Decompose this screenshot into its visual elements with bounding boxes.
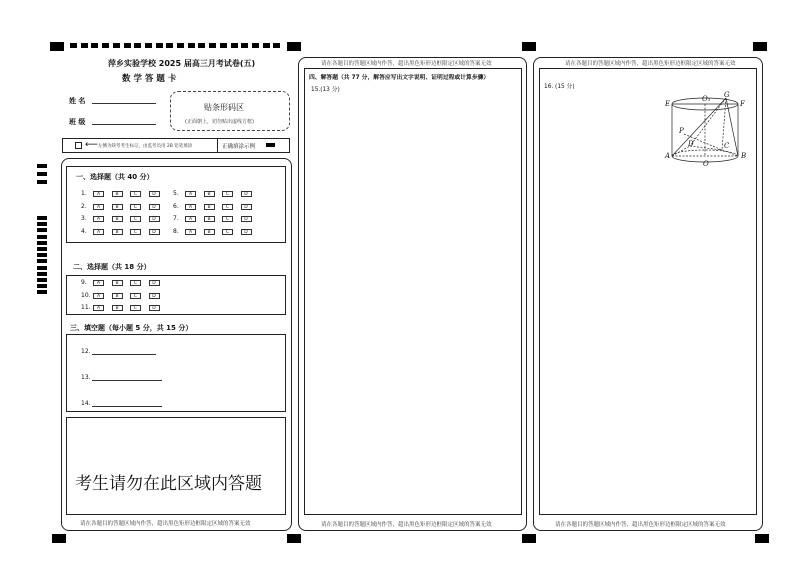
choice-bubble[interactable]: C: [130, 305, 141, 311]
solve-section-title: 四、解答题（共 77 分，解答应写出文字说明、证明过程或计算步骤）: [309, 75, 490, 81]
cylinder-figure: [660, 90, 760, 170]
label-E: E: [665, 100, 671, 108]
timing-mark: [113, 43, 120, 48]
side-timing-mark: [37, 284, 47, 288]
q15-label: 15.(13 分): [311, 87, 340, 93]
corner-mark-top-mid2: [522, 42, 536, 51]
label-A: A: [665, 152, 671, 160]
choice-bubble[interactable]: D: [149, 216, 160, 222]
label-P: P: [679, 127, 684, 135]
choice-bubble[interactable]: C: [222, 204, 233, 210]
q12-number: 12.: [81, 348, 91, 355]
choice-bubble[interactable]: C: [222, 229, 233, 235]
side-timing-mark: [37, 164, 47, 168]
question-number: 6.: [173, 202, 179, 210]
side-timing-mark: [37, 253, 47, 257]
question-number: 7.: [173, 215, 179, 222]
column-2-footer-notice: 请在各题目的答题区域内作答，超出黑色矩形边框限定区域的答案无效: [321, 522, 492, 528]
absent-row: [62, 138, 290, 153]
choice-bubble[interactable]: A: [185, 229, 196, 235]
column-3-header-notice: 请在各题目的答题区域内作答，超出黑色矩形边框限定区域的答案无效: [565, 61, 736, 67]
label-C: C: [724, 142, 730, 150]
choice-bubble[interactable]: B: [112, 280, 123, 286]
choice-bubble[interactable]: C: [130, 204, 141, 210]
answer-sheet-subtitle: 数 学 答 题 卡: [122, 74, 177, 84]
timing-mark: [177, 43, 184, 48]
choice-bubble[interactable]: D: [149, 191, 160, 197]
question-number: 11.: [81, 304, 91, 311]
class-label: 班 级: [69, 118, 86, 126]
q14-answer-line[interactable]: [92, 406, 162, 407]
question-number: 8.: [173, 227, 179, 235]
choice-bubble[interactable]: A: [185, 191, 196, 197]
column-1-footer-notice: 请在各题目的答题区域内作答，超出黑色矩形边框限定区域的答案无效: [80, 521, 251, 527]
choice-bubble[interactable]: B: [204, 204, 215, 210]
timing-mark: [273, 43, 280, 48]
choice-bubble[interactable]: A: [93, 191, 104, 197]
choice-bubble[interactable]: D: [241, 204, 252, 210]
choice-bubble[interactable]: A: [93, 305, 104, 311]
side-timing-mark: [37, 235, 47, 239]
mc1-title: 一、选择题（共 40 分）: [76, 173, 154, 181]
corner-mark-top-mid: [287, 42, 301, 51]
timing-mark: [209, 43, 216, 48]
school-title: 萍乡实验学校 2025 届高三月考试卷(五): [108, 59, 256, 68]
name-field[interactable]: [92, 103, 156, 104]
q15-answer-area[interactable]: [304, 68, 522, 515]
q12-answer-line[interactable]: [92, 354, 156, 355]
question-number: 3.: [81, 215, 87, 222]
barcode-area: [170, 91, 290, 131]
question-number: 2.: [81, 202, 87, 210]
label-D: D: [688, 140, 694, 148]
choice-bubble[interactable]: D: [241, 229, 252, 235]
choice-bubble[interactable]: B: [204, 191, 215, 197]
name-label: 姓 名: [69, 97, 86, 105]
choice-bubble[interactable]: B: [204, 216, 215, 222]
q16-label: 16. (15 分): [544, 84, 575, 90]
barcode-note: (正面朝上，切勿贴出虚线方框): [185, 119, 254, 125]
question-number: 10.: [81, 291, 91, 299]
choice-bubble[interactable]: C: [130, 293, 141, 299]
fill-title: 三、填空题（每小题 5 分，共 15 分）: [70, 324, 193, 332]
choice-bubble[interactable]: D: [241, 191, 252, 197]
timing-mark: [198, 43, 205, 48]
arrow-left-icon: ⟵: [85, 140, 98, 150]
label-O1: O₁: [702, 95, 711, 103]
choice-bubble[interactable]: C: [222, 216, 233, 222]
choice-bubble[interactable]: A: [185, 216, 196, 222]
label-F: F: [740, 100, 745, 108]
choice-bubble[interactable]: A: [93, 216, 104, 222]
side-timing-mark: [37, 228, 47, 232]
class-field[interactable]: [92, 124, 156, 125]
timing-mark: [166, 43, 173, 48]
question-number: 5.: [173, 190, 179, 197]
choice-bubble[interactable]: C: [222, 191, 233, 197]
q13-number: 13.: [81, 374, 91, 381]
choice-bubble[interactable]: B: [204, 229, 215, 235]
corner-mark-bottom-mid: [287, 534, 301, 543]
barcode-title: 贴条形码区: [204, 103, 244, 112]
choice-bubble[interactable]: B: [112, 293, 123, 299]
absent-note: 左侧为缺考考生标记，由监考员用 2B 铅笔填涂: [98, 144, 193, 149]
side-timing-mark: [37, 180, 47, 184]
choice-bubble[interactable]: B: [112, 229, 123, 235]
timing-mark: [220, 43, 227, 48]
fill-box: [66, 334, 286, 412]
choice-bubble[interactable]: A: [93, 204, 104, 210]
fill-example-mark: [266, 143, 275, 147]
choice-bubble[interactable]: B: [112, 191, 123, 197]
timing-mark: [188, 43, 195, 48]
no-answer-zone-text: 考生请勿在此区域内答题: [75, 474, 262, 494]
choice-bubble[interactable]: A: [93, 280, 104, 286]
choice-bubble[interactable]: D: [149, 229, 160, 235]
absent-checkbox[interactable]: [75, 142, 82, 149]
question-number: 4.: [81, 227, 87, 235]
timing-mark: [156, 43, 163, 48]
no-answer-zone: [66, 417, 286, 515]
choice-bubble[interactable]: D: [149, 204, 160, 210]
q13-answer-line[interactable]: [92, 380, 162, 381]
label-B: B: [741, 152, 747, 160]
mc2-title: 二、选择题（共 18 分）: [73, 263, 151, 271]
choice-bubble[interactable]: C: [130, 229, 141, 235]
question-number: 9.: [81, 279, 87, 286]
timing-mark: [124, 43, 131, 48]
choice-bubble[interactable]: A: [185, 204, 196, 210]
label-G: G: [724, 91, 730, 99]
timing-mark: [91, 43, 98, 48]
choice-bubble[interactable]: D: [149, 305, 160, 311]
choice-bubble[interactable]: B: [112, 305, 123, 311]
choice-bubble[interactable]: A: [93, 229, 104, 235]
side-timing-mark: [37, 259, 47, 263]
column-3-footer-notice: 请在各题目的答题区域内作答，超出黑色矩形边框限定区域的答案无效: [555, 522, 726, 528]
timing-mark: [134, 43, 141, 48]
corner-mark-top-left: [50, 42, 64, 51]
side-timing-mark: [37, 172, 47, 176]
side-timing-mark: [37, 222, 47, 226]
side-timing-mark: [37, 272, 47, 276]
side-timing-mark: [37, 216, 47, 220]
corner-mark-bottom-right: [755, 534, 769, 543]
timing-mark: [145, 43, 152, 48]
q14-number: 14.: [81, 400, 91, 407]
timing-mark: [231, 43, 238, 48]
label-O: O: [703, 160, 709, 168]
side-timing-mark: [37, 290, 47, 294]
choice-bubble[interactable]: A: [93, 293, 104, 299]
timing-mark: [252, 43, 259, 48]
timing-mark: [263, 43, 270, 48]
timing-mark: [241, 43, 248, 48]
choice-bubble[interactable]: D: [149, 293, 160, 299]
choice-bubble[interactable]: B: [112, 204, 123, 210]
corner-mark-top-right: [753, 42, 767, 51]
fill-example-label: 正确填涂示例: [222, 144, 256, 150]
corner-mark-bottom-mid2: [522, 534, 536, 543]
choice-bubble[interactable]: D: [149, 280, 160, 286]
side-timing-mark: [37, 266, 47, 270]
divider: [217, 139, 218, 152]
choice-bubble[interactable]: B: [112, 216, 123, 222]
side-timing-mark: [37, 247, 47, 251]
corner-mark-bottom-left: [52, 534, 66, 543]
choice-bubble[interactable]: D: [241, 216, 252, 222]
choice-bubble[interactable]: C: [130, 280, 141, 286]
choice-bubble[interactable]: C: [130, 191, 141, 197]
question-number: 1.: [81, 190, 87, 197]
timing-mark: [81, 43, 88, 48]
column-2-header-notice: 请在各题目的答题区域内作答，超出黑色矩形边框限定区域的答案无效: [321, 61, 492, 67]
choice-bubble[interactable]: C: [130, 216, 141, 222]
timing-mark: [102, 43, 109, 48]
timing-mark: [70, 43, 77, 48]
side-timing-mark: [37, 278, 47, 282]
side-timing-mark: [37, 241, 47, 245]
